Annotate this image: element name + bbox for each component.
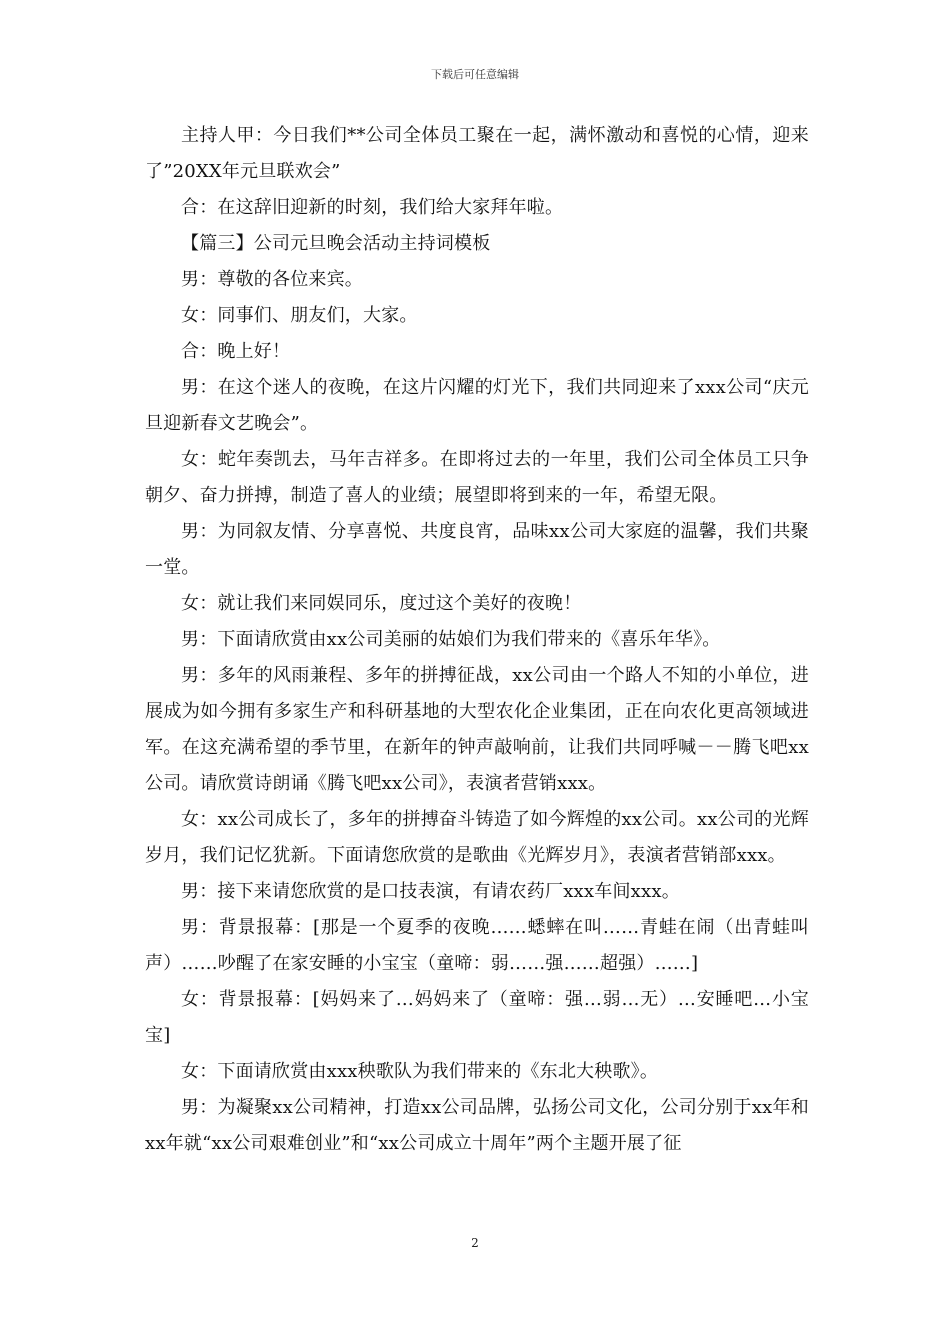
paragraph: 男：在这个迷人的夜晚，在这片闪耀的灯光下，我们共同迎来了xxx公司“庆元旦迎新春文艺晚会”。 xyxy=(145,377,809,434)
section-heading: 【篇三】公司元旦晚会活动主持词模板 xyxy=(181,233,491,254)
paragraph: 女：背景报幕：[妈妈来了…妈妈来了（童啼：强…弱…无）…安睡吧…小宝宝] xyxy=(145,989,809,1046)
paragraph: 女：xx公司成长了，多年的拼搏奋斗铸造了如今辉煌的xx公司。xx公司的光辉岁月，我们记忆犹新。下面请您欣赏的是歌曲《光辉岁月》，表演者营销部xxx。 xyxy=(145,809,809,866)
paragraph: 男：尊敬的各位来宾。 xyxy=(181,269,363,290)
paragraph: 合：在这辞旧迎新的时刻，我们给大家拜年啦。 xyxy=(181,197,564,218)
page-header: 下载后可任意编辑 xyxy=(431,68,519,81)
paragraph: 男：下面请欣赏由xx公司美丽的姑娘们为我们带来的《喜乐年华》。 xyxy=(181,629,721,650)
paragraph: 女：下面请欣赏由xxx秧歌队为我们带来的《东北大秧歌》。 xyxy=(181,1061,659,1082)
paragraph: 主持人甲：今日我们**公司全体员工聚在一起，满怀激动和喜悦的心情，迎来了”20XX年元旦联欢会” xyxy=(145,125,809,182)
page-number: 2 xyxy=(471,1236,479,1250)
paragraph: 男：多年的风雨兼程、多年的拼搏征战，xx公司由一个路人不知的小单位，进展成为如今拥有多家生产和科研基地的大型农化企业集团，正在向农化更高领域进军。在这充满希望的季节里，在新年的钟声敲响前，让我们共同呼喊－－腾飞吧xx公司。请欣赏诗朗诵《腾飞吧xx公司》，表演者营销xxx。 xyxy=(145,665,809,794)
paragraph: 男：接下来请您欣赏的是口技表演，有请农药厂xxx车间xxx。 xyxy=(181,881,680,902)
paragraph: 男：背景报幕：[那是一个夏季的夜晚……蟋蟀在叫……青蛙在闹（出青蛙叫声）……吵醒了在家安睡的小宝宝（童啼：弱……强……超强）……] xyxy=(145,917,809,974)
paragraph: 男：为同叙友情、分享喜悦、共度良宵，品味xx公司大家庭的温馨，我们共聚一堂。 xyxy=(145,521,809,578)
paragraph: 合：晚上好！ xyxy=(181,341,291,362)
document-body xyxy=(145,118,809,1162)
paragraph: 女：就让我们来同娱同乐，度过这个美好的夜晚！ xyxy=(181,593,582,614)
paragraph: 女：蛇年奏凯去，马年吉祥多。在即将过去的一年里，我们公司全体员工只争朝夕、奋力拼搏，制造了喜人的业绩；展望即将到来的一年，希望无限。 xyxy=(145,449,809,506)
paragraph: 男：为凝聚xx公司精神，打造xx公司品牌，弘扬公司文化，公司分别于xx年和xx年就“xx公司艰难创业”和“xx公司成立十周年”两个主题开展了征 xyxy=(145,1097,809,1154)
paragraph: 女：同事们、朋友们，大家。 xyxy=(181,305,418,326)
